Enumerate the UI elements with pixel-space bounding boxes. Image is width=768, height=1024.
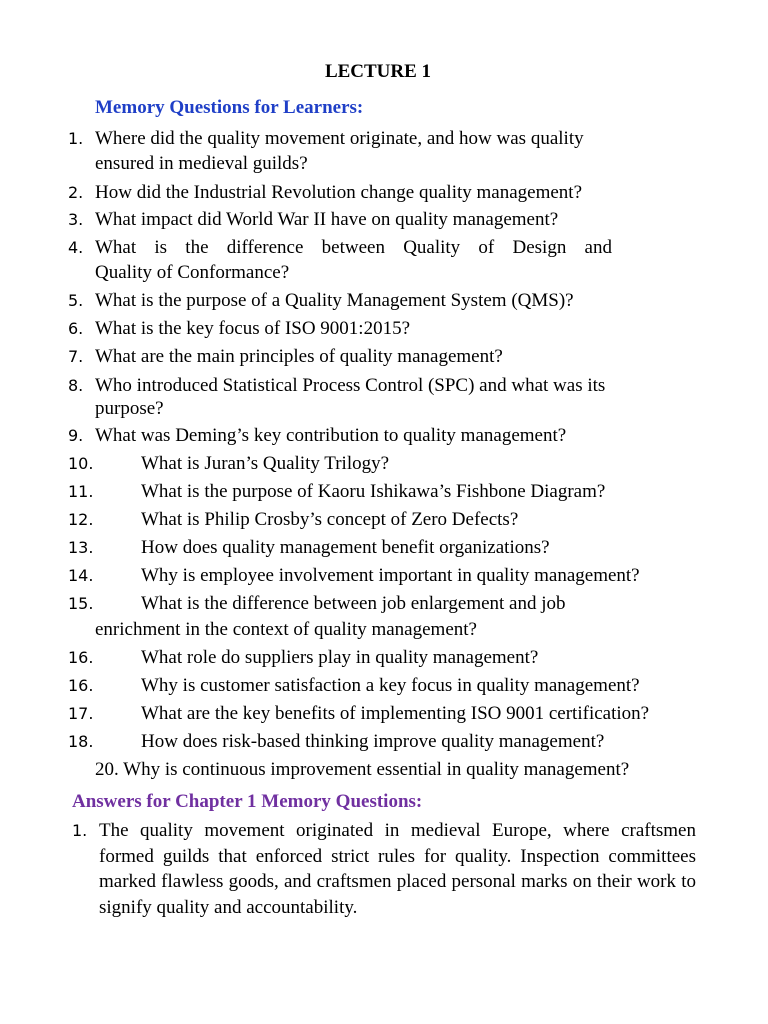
question-text: What is the difference between Quality of Design and <box>95 237 612 258</box>
answer-text: The quality movement originated in medieval Europe, where craftsmen formed guilds that enforced strict rules for quality. Inspection committees marked flawless goods, and craftsmen placed personal marks on their work to signify quality and accountability. <box>99 820 696 918</box>
question-text: What is the key focus of ISO 9001:2015? <box>95 318 411 339</box>
question-text: What was Deming’s key contribution to quality management? <box>95 425 567 446</box>
question-text: What role do suppliers play in quality management? <box>141 647 539 668</box>
question-text: Why is employee involvement important in quality management? <box>141 565 640 586</box>
question-text: Why is customer satisfaction a key focus in quality management? <box>141 675 640 696</box>
question-text: What is the purpose of Kaoru Ishikawa’s Fishbone Diagram? <box>141 481 606 502</box>
questions-heading: Memory Questions for Learners: <box>95 97 364 118</box>
question-text: How does quality management benefit organizations? <box>141 537 550 558</box>
question-number: 6. <box>68 319 84 338</box>
question-number: 8. <box>68 376 84 395</box>
question-text: What is the difference between job enlargement and job <box>141 593 566 614</box>
question-number: 7. <box>68 347 84 366</box>
question-number: 5. <box>68 291 84 310</box>
page-title: LECTURE 1 <box>324 61 432 82</box>
question-number: 16. <box>68 676 94 695</box>
question-text: What are the key benefits of implementing ISO 9001 certification? <box>141 703 650 724</box>
question-number: 16. <box>68 648 94 667</box>
question-number: 14. <box>68 566 94 585</box>
question-text: Where did the quality movement originate, and how was quality <box>95 128 584 149</box>
question-number: 12. <box>68 510 94 529</box>
document-page: LECTURE 1 Memory Questions for Learners: 1. Where did the quality movement originate, and how was quality ensured in medieval guilds? 2. How did the Industrial Revolution change quality management? 3. What impact did World War II have on quality management? 4. What is the difference between Quality of Design and Quality of Conformance? 5. What is the purpose of a Quality Management System (QMS)? 6. What is the key focus of ISO 9001:2015? 7. What are the main principles of quality management? 8. Who introduced Statistical Process Control (SPC) and what was its purpose? 9. What was Deming’s key contribution to quality management? 10. What is Juran’s Quality Trilogy? 11. What is the purpose of Kaoru Ishikawa’s Fishbone Diagram? 12. What is Philip Crosby’s concept of Zero Defects? 13. How does quality management benefit organizations? 14. Why is employee involvement important in quality management? 15. What is the difference between job enlargement and job enrichment in the context of quality management? 16. What role do suppliers play in quality management? 16. Why is customer satisfaction a key focus in quality management? 17. What are the key benefits of implementing ISO 9001 certification? 18. How does risk-based thinking improve quality management? 20. Why is continuous improvement essential in quality management? Answers for Chapter 1 Memory Questions: 1. The quality movement originated in medieval Europe, where craftsmen formed guilds that enforced strict rules for quality. Inspection committees marked flawless goods, and craftsmen placed personal marks on their work to signify quality and accountability. <box>0 0 768 1024</box>
question-number: 17. <box>68 704 94 723</box>
question-number: 9. <box>68 426 84 445</box>
question-number: 15. <box>68 594 94 613</box>
answers-heading: Answers for Chapter 1 Memory Questions: <box>72 791 423 812</box>
question-text: What are the main principles of quality management? <box>95 346 503 367</box>
question-number: 18. <box>68 732 94 751</box>
question-text: What is Philip Crosby’s concept of Zero Defects? <box>141 509 519 530</box>
question-number: 4. <box>68 238 84 257</box>
question-text: Who introduced Statistical Process Control (SPC) and what was its <box>95 375 606 396</box>
question-text: How does risk-based thinking improve quality management? <box>141 731 605 752</box>
question-text: What impact did World War II have on quality management? <box>95 209 559 230</box>
question-number: 1. <box>68 129 84 148</box>
answer-number: 1. <box>72 821 88 840</box>
question-text: What is Juran’s Quality Trilogy? <box>141 453 390 474</box>
question-text: How did the Industrial Revolution change quality management? <box>95 182 583 203</box>
question-number: 3. <box>68 210 84 229</box>
question-number: 10. <box>68 454 94 473</box>
question-text: What is the purpose of a Quality Management System (QMS)? <box>95 290 574 311</box>
question-number: 2. <box>68 183 84 202</box>
question-number: 11. <box>68 482 94 501</box>
question-text: 20. Why is continuous improvement essential in quality management? <box>95 759 630 780</box>
question-number: 13. <box>68 538 94 557</box>
